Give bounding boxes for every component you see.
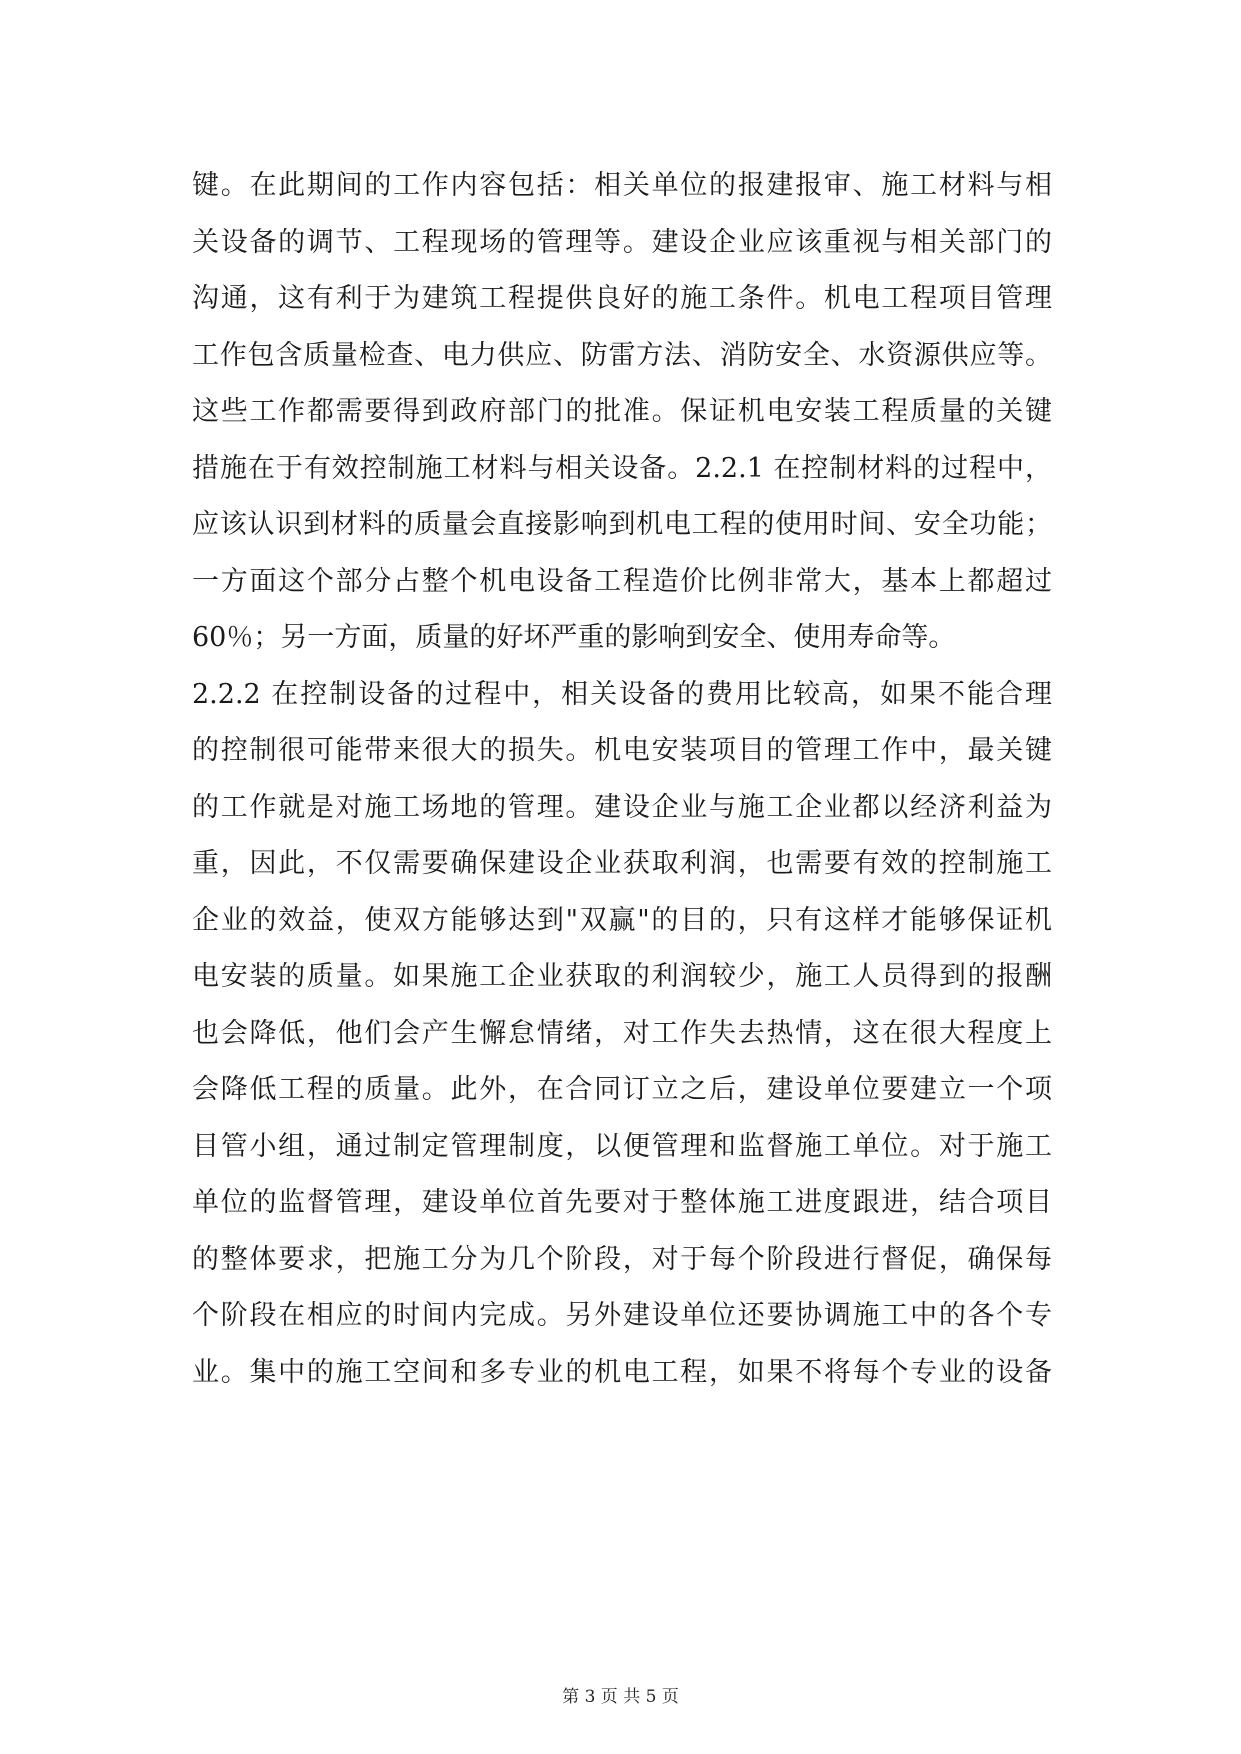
text-line: 电安装的质量。如果施工企业获取的利润较少，施工人员得到的报酬	[192, 961, 1052, 992]
text-line: 企业的效益，使双方能够达到"双赢"的目的，只有这样才能够保证机	[192, 904, 1052, 936]
text-line: 应该认识到材料的质量会直接影响到机电工程的使用时间、安全功能；	[192, 509, 1052, 540]
text-line: 个阶段在相应的时间内完成。另外建设单位还要协调施工中的各个专	[192, 1300, 1052, 1331]
text-line: 目管小组，通过制定管理制度，以便管理和监督施工单位。对于施工	[192, 1130, 1052, 1162]
text-line: 工作包含质量检查、电力供应、防雷方法、消防安全、水资源供应等。	[192, 339, 1052, 371]
page-number-footer: 第 3 页 共 5 页	[562, 1687, 679, 1707]
text-line: 重，因此，不仅需要确保建设企业获取利润，也需要有效的控制施工	[192, 848, 1052, 879]
text-line: 会降低工程的质量。此外，在合同订立之后，建设单位要建立一个项	[192, 1074, 1052, 1105]
text-line: 一方面这个部分占整个机电设备工程造价比例非常大，基本上都超过	[192, 565, 1052, 597]
text-line: 也会降低，他们会产生懈怠情绪，对工作失去热情，这在很大程度上	[192, 1017, 1052, 1049]
text-line: 的控制很可能带来很大的损失。机电安装项目的管理工作中，最关键	[192, 735, 1052, 766]
text-line: 业。集中的施工空间和多专业的机电工程，如果不将每个专业的设备	[192, 1356, 1052, 1388]
body-text	[192, 158, 1052, 1401]
text-line: 沟通，这有利于为建筑工程提供良好的施工条件。机电工程项目管理	[192, 283, 1052, 314]
text-line: 单位的监督管理，建设单位首先要对于整体施工进度跟进，结合项目	[192, 1187, 1052, 1218]
text-line: 这些工作都需要得到政府部门的批准。保证机电安装工程质量的关键	[192, 396, 1052, 427]
text-line: 措施在于有效控制施工材料与相关设备。2.2.1 在控制材料的过程中，	[192, 452, 1052, 484]
text-line: 60％；另一方面，质量的好坏严重的影响到安全、使用寿命等。	[192, 622, 956, 653]
text-line: 2.2.2 在控制设备的过程中，相关设备的费用比较高，如果不能合理	[192, 678, 1052, 710]
text-line: 的整体要求，把施工分为几个阶段，对于每个阶段进行督促，确保每	[192, 1243, 1052, 1275]
text-line: 关设备的调节、工程现场的管理等。建设企业应该重视与相关部门的	[192, 226, 1052, 258]
text-line: 键。在此期间的工作内容包括：相关单位的报建报审、施工材料与相	[192, 170, 1052, 201]
text-line: 的工作就是对施工场地的管理。建设企业与施工企业都以经济利益为	[192, 791, 1052, 823]
